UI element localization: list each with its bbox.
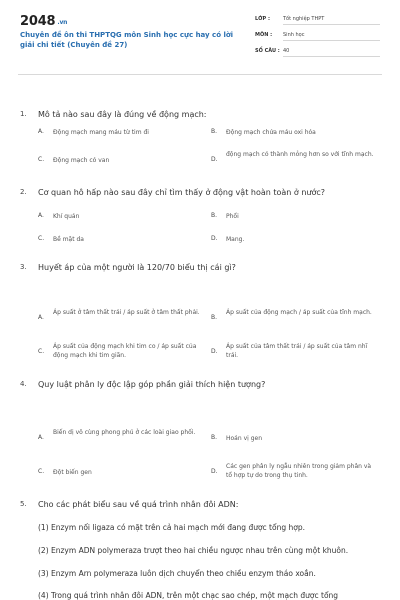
question-text: Huyết áp của một người là 120/70 biểu thị cái gì? <box>38 263 236 272</box>
question-number: 5. <box>20 500 27 508</box>
question-number: 1. <box>20 110 27 118</box>
question-text: Cơ quan hô hấp nào sau đây chỉ tìm thấy ở động vật hoàn toàn ở nước? <box>38 188 326 197</box>
option-letter: D. <box>211 348 218 355</box>
question-text: Quy luật phân ly độc lập góp phần giải thích hiện tượng? <box>38 380 266 389</box>
option-letter: C. <box>38 235 45 242</box>
site-logo[interactable] <box>20 14 67 29</box>
statement-1: (1) Enzym nối ligaza có mặt trên cả hai mạch mới đang được tổng hợp. <box>38 523 305 532</box>
document-title: Chuyên đề ôn thi THPTQG môn Sinh học cực hay có lời giải chi tiết (Chuyên đề 27) <box>20 31 234 49</box>
document-header <box>0 0 400 72</box>
option-letter: B. <box>211 212 218 219</box>
option-text: động mạch có thành mỏng hơn so với tĩnh mạch. <box>226 151 374 158</box>
meta-subject-row <box>255 30 380 44</box>
option-letter: C. <box>38 468 45 475</box>
question-text: Mô tả nào sau đây là đúng về động mạch: <box>38 110 207 119</box>
statement-4: (4) Trong quá trình nhân đôi ADN, trên một chạc sao chép, một mạch được tổng <box>38 591 339 600</box>
option-letter: B. <box>211 434 218 441</box>
question-text: Cho các phát biểu sau về quá trình nhân đôi ADN: <box>38 500 239 509</box>
logo-text: 2048 <box>20 14 56 29</box>
class-label: LỚP : <box>255 16 270 22</box>
option-text: Áp suất của tâm thất trái / áp suất của tâm nhĩ trái. <box>226 343 368 359</box>
option-letter: C. <box>38 156 45 163</box>
option-text: Hoán vị gen <box>226 435 262 442</box>
option-letter: A. <box>38 212 44 219</box>
option-letter: A. <box>38 434 44 441</box>
option-letter: D. <box>211 235 218 242</box>
option-text: Áp suất ở tâm thất trái / áp suất ở tâm thất phải. <box>53 309 200 316</box>
header-divider <box>18 74 382 75</box>
class-value: Tốt nghiệp THPT <box>283 16 380 25</box>
question-count-value: 40 <box>283 48 380 57</box>
meta-class-row <box>255 14 380 28</box>
option-text: Động mạch có van <box>53 157 110 164</box>
option-text: Áp suất của động mạch / áp suất của tĩnh mạch. <box>226 309 372 316</box>
option-letter: D. <box>211 156 218 163</box>
option-text: Mang. <box>226 236 245 243</box>
option-text: Đột biến gen <box>53 469 92 476</box>
option-text: Áp suất của động mạch khi tim co / áp suất của động mạch khi tim giãn. <box>53 343 197 359</box>
subject-value: Sinh học <box>283 32 380 41</box>
option-text: Phổi <box>226 213 239 220</box>
option-text: Bề mặt da <box>53 236 84 243</box>
question-number: 2. <box>20 188 27 196</box>
option-text: Động mạch mang máu từ tim đi <box>53 129 149 136</box>
statement-2: (2) Enzym ADN polymeraza trượt theo hai chiều ngược nhau trên cùng một khuôn. <box>38 546 349 555</box>
question-number: 4. <box>20 380 27 388</box>
option-letter: B. <box>211 314 218 321</box>
question-number: 3. <box>20 263 27 271</box>
statement-3: (3) Enzym Arn polymeraza luôn dịch chuyển theo chiều enzym tháo xoắn. <box>38 569 316 578</box>
logo-suffix: .vn <box>57 19 68 26</box>
option-letter: B. <box>211 128 218 135</box>
option-letter: A. <box>38 128 44 135</box>
meta-count-row <box>255 46 380 60</box>
option-letter: D. <box>211 468 218 475</box>
option-text: Các gen phân ly ngẫu nhiên trong giảm phân và tổ hợp tự do trong thụ tinh. <box>226 463 372 479</box>
option-text: Khí quản <box>53 213 80 220</box>
option-text: Biến dị vô cùng phong phú ở các loài giao phối. <box>53 429 196 436</box>
subject-label: MÔN : <box>255 32 273 38</box>
option-letter: A. <box>38 314 44 321</box>
option-letter: C. <box>38 348 45 355</box>
question-count-label: SỐ CÂU : <box>255 48 280 54</box>
option-text: Động mạch chứa máu oxi hóa <box>226 129 316 136</box>
